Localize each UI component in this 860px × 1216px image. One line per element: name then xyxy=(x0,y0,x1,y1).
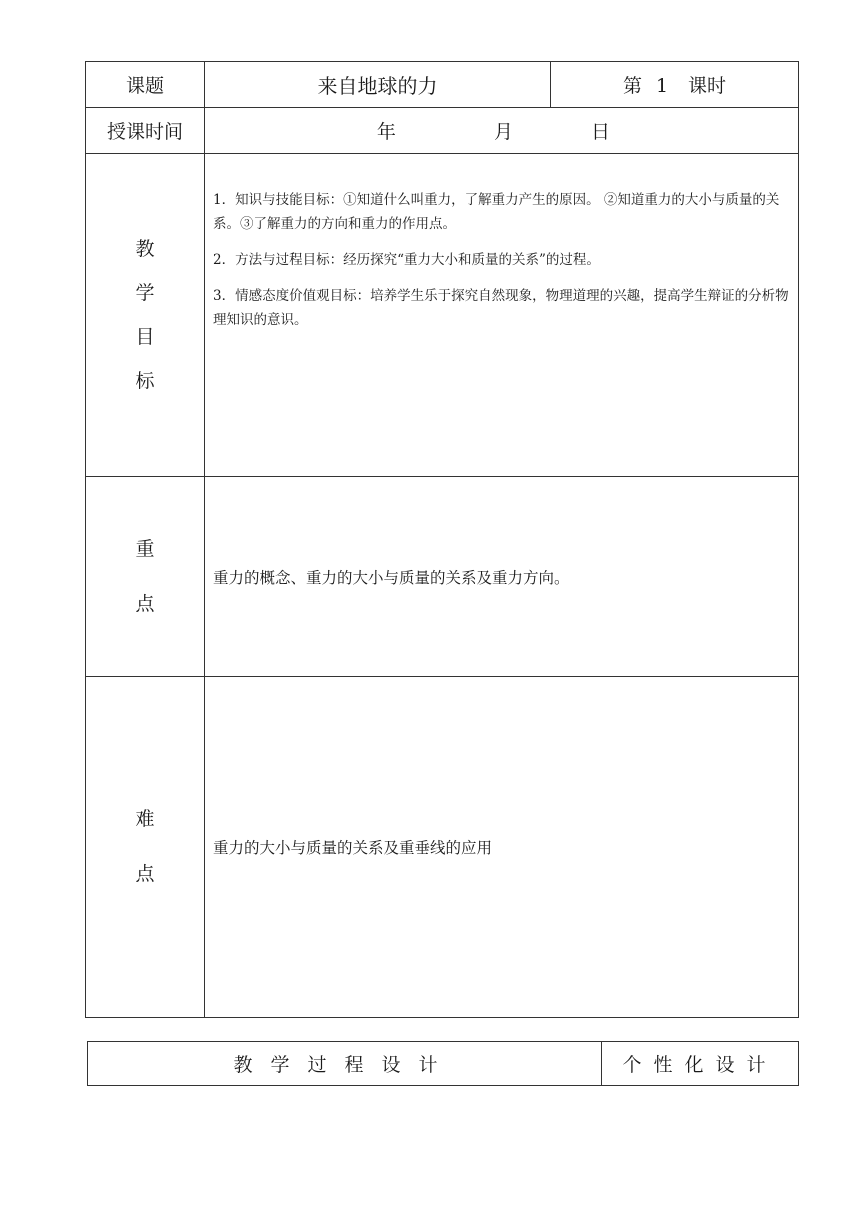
topic-title: 来自地球的力 xyxy=(205,62,551,108)
difficulties-text: 重力的大小与质量的关系及重垂线的应用 xyxy=(205,677,799,1018)
lesson-number-cell xyxy=(551,62,799,108)
objectives-label-char: 教 xyxy=(135,238,155,260)
design-header-row xyxy=(88,1042,799,1086)
time-row xyxy=(86,108,799,154)
date-year: 年 xyxy=(376,121,396,143)
key-points-text: 重力的概念、重力的大小与质量的关系及重力方向。 xyxy=(205,477,799,677)
difficulties-label-char: 点 xyxy=(135,863,155,885)
personalized-design: 个性化设计 xyxy=(602,1042,799,1086)
difficulties-label-char: 难 xyxy=(135,808,155,830)
objective-item: 2．方法与过程目标：经历探究“重力大小和质量的关系”的过程。 xyxy=(213,252,600,268)
lesson-number: 1 xyxy=(655,75,669,97)
objectives-label-char: 标 xyxy=(135,370,155,392)
objective-item: 1．知识与技能目标：①知道什么叫重力，了解重力产生的原因。 ②知道重力的大小与质量的关系。③了解重力的方向和重力的作用点。 xyxy=(213,192,780,232)
date-cell xyxy=(205,108,799,154)
objective-item: 3．情感态度价值观目标：培养学生乐于探究自然现象，物理道理的兴趣，提高学生辩证的分析物理知识的意识。 xyxy=(213,288,789,328)
objectives-label-char: 目 xyxy=(135,326,155,348)
date-day: 日 xyxy=(591,121,611,143)
lesson-suffix: 课时 xyxy=(688,75,727,97)
lesson-plan-table xyxy=(85,61,799,1018)
difficulties-label xyxy=(86,677,205,1018)
objectives-content xyxy=(205,154,799,477)
time-label: 授课时间 xyxy=(86,108,205,154)
objectives-row xyxy=(86,154,799,477)
objectives-label-char: 学 xyxy=(135,282,155,304)
difficulties-row xyxy=(86,677,799,1018)
topic-row xyxy=(86,62,799,108)
date-month: 月 xyxy=(493,121,513,143)
design-header-table xyxy=(87,1041,799,1086)
teaching-process-design: 教学过程设计 xyxy=(88,1042,602,1086)
key-points-label-char: 重 xyxy=(135,537,155,560)
topic-label: 课题 xyxy=(86,62,205,108)
key-points-row xyxy=(86,477,799,677)
key-points-label xyxy=(86,477,205,677)
key-points-label-char: 点 xyxy=(135,592,155,615)
lesson-prefix: 第 xyxy=(622,75,642,97)
objectives-label xyxy=(86,154,205,477)
